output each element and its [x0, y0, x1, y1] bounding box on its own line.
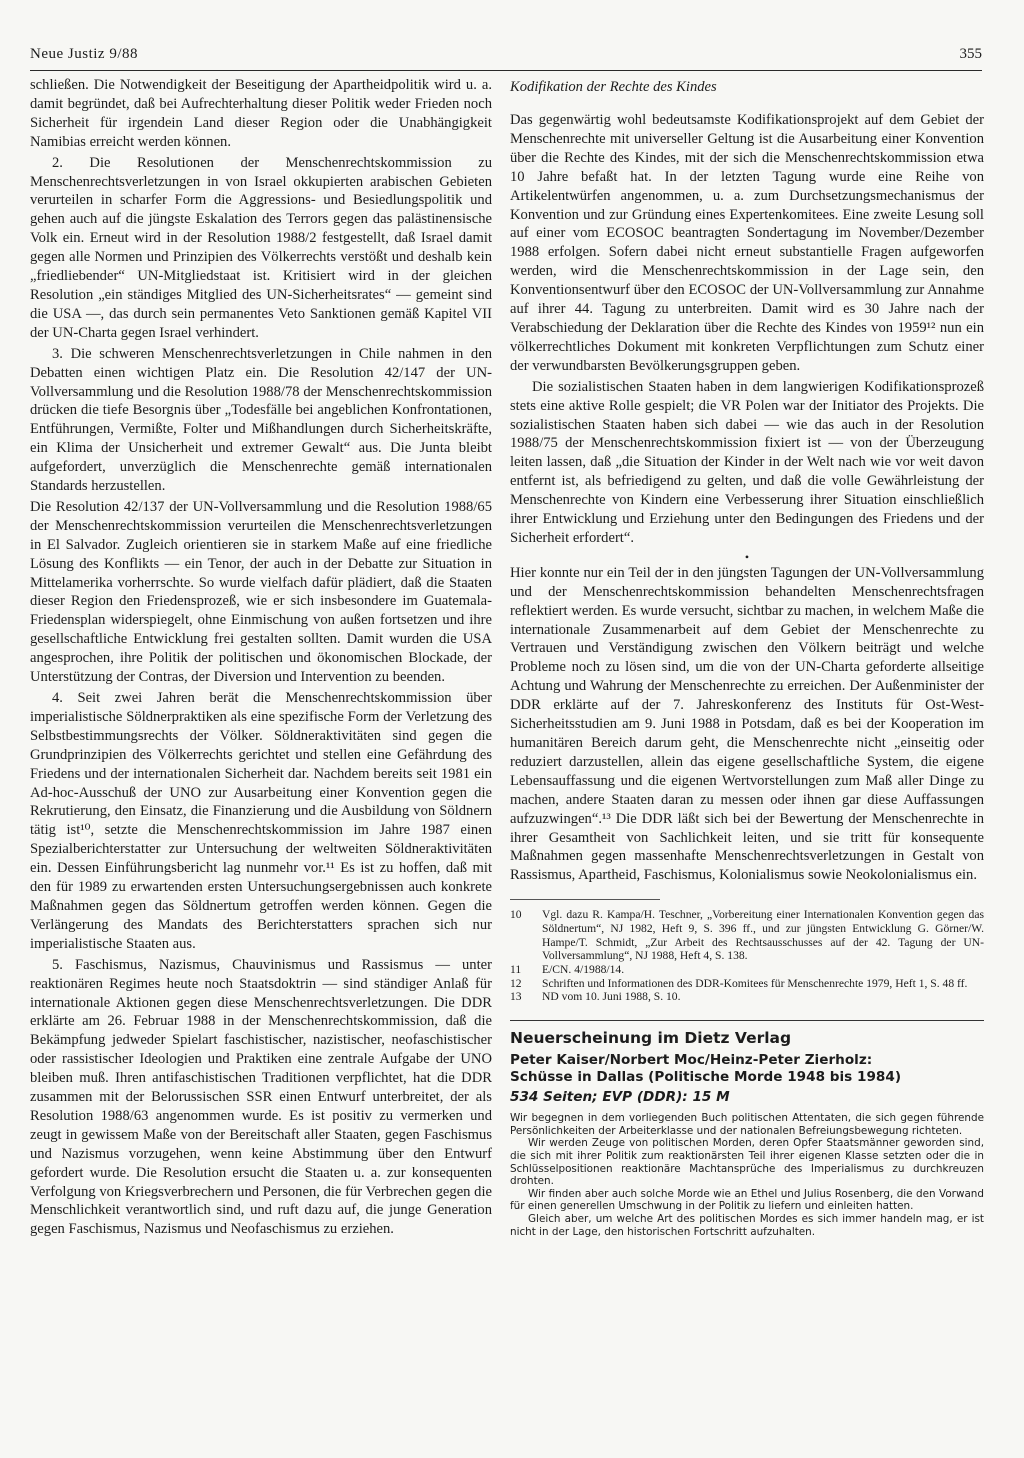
- footnote: [510, 977, 984, 991]
- advertisement-title: Neuerscheinung im Dietz Verlag: [510, 1029, 792, 1048]
- advertisement-paragraph: Wir begegnen in dem vorliegenden Buch politischen Attentaten, die sich gegen führende Persönlichkeiten der Arbeiterklasse und der nationalen Befreiungsbewegung richteten.: [510, 1112, 984, 1137]
- paragraph: 2. Die Resolutionen der Menschenrechtskommission zu Menschenrechtsverletzungen in von Israel okkupierten arabischen Gebieten verurteilen in scharfer Form die Aggressions- und Besiedlungspolitik und gehen auch auf die jüngste Eskalation des Terrors gegen das palästinensische Volk ein. Erneut wird in der Resolution 1988/2 festgestellt, daß Israel damit gegen alle Normen und Prinzipien des Völkerrechts verstößt und deshalb kein „friedliebender“ UN-Mitgliedstaat ist. Kritisiert wird in der gleichen Resolution „ein ständiges Mitglied des UN-Sicherheitsrates“ — gemeint sind die USA —, das durch sein permanentes Veto Sanktionen gemäß Kapitel VII der UN-Charta gegen Israel verhindert.: [30, 154, 492, 341]
- right-column: [510, 76, 984, 1238]
- left-column: [30, 76, 492, 1239]
- footnote-number: 10: [510, 908, 522, 922]
- footnote: [510, 990, 984, 1004]
- footnote-number: 11: [510, 963, 522, 977]
- footnotes: [510, 908, 984, 1004]
- advertisement-divider: [510, 1020, 984, 1021]
- book-authors: Peter Kaiser/Norbert Moc/Heinz-Peter Zierholz:: [510, 1052, 873, 1069]
- footnote-number: 13: [510, 990, 522, 1004]
- footnote-text: Schriften und Informationen des DDR-Komitees für Menschenrechte 1979, Heft 1, S. 48 ff.: [542, 976, 968, 990]
- footnote-divider: [510, 899, 660, 900]
- page-number: 355: [959, 46, 982, 62]
- page-header: [30, 46, 982, 71]
- footnote-text: ND vom 10. Juni 1988, S. 10.: [542, 990, 681, 1004]
- separator-mark: •: [744, 549, 750, 564]
- book-info: 534 Seiten; EVP (DDR): 15 M: [510, 1089, 730, 1106]
- advertisement-paragraph: Gleich aber, um welche Art des politischen Mordes es sich immer handeln mag, er ist nicht in der Lage, den historischen Fortschritt aufzuhalten.: [510, 1212, 984, 1238]
- paragraph: 3. Die schweren Menschenrechtsverletzungen in Chile nahmen in den Debatten einen wichtigen Platz ein. Die Resolution 42/147 der UN-Vollversammlung und die Resolution 1988/78 der Menschenrechtskommission drücken die tiefe Besorgnis über „Todesfälle bei angeblichen Konfrontationen, Entführungen, Vermißte, Folter und Mißhandlungen durch Sicherheitskräfte, ein Klima der Unsicherheit und extremer Gewalt“ aus. Die Junta bleibt aufgefordert, unverzüglich die Menschenrechte gemäß internationalen Standards herzustellen.: [30, 345, 492, 495]
- paragraph: Die sozialistischen Staaten haben in dem langwierigen Kodifikationsprozeß stets eine aktive Rolle gespielt; die VR Polen war der Initiator des Projekts. Die sozialistischen Staaten haben sich dabei — wie das auch in der Resolution 1988/75 der Menschenrechtskommission fixiert ist — von der Überzeugung leiten lassen, daß „die Situation der Kinder in der Welt nach wie vor weit davon entfernt ist, als befriedigend zu gelten, und daß die volle Gewährleistung der Menschenrechte von Kindern eine Verbesserung ihrer Situation einschließlich ihrer Entwicklung und Erziehung unter den Bedingungen des Friedens und der Sicherheit erfordert“.: [510, 378, 984, 546]
- footnote: [510, 963, 984, 977]
- paragraph: Die Resolution 42/137 der UN-Vollversammlung und die Resolution 1988/65 der Menschenrechtskommission verurteilen die Menschenrechtsverletzungen in El Salvador. Zugleich orientieren sie in starkem Maße auf eine friedliche Lösung des Konflikts — ein Tenor, der auch in der Debatte zur Situation in Mittelamerika vorherrschte. So wurde vielfach dafür plädiert, daß die Staaten dieser Region den Friedensprozeß, wie er sich insbesondere im Guatemala-Friedensplan widerspiegelt, ohne Einmischung von außen fortsetzen und ihre gesellschaftliche Entwicklung frei gestalten sollten. Damit wurden die USA angesprochen, ihre Politik der politischen und ökonomischen Blockade, der Unterstützung der Contras, der Diversion und Intervention zu beenden.: [30, 498, 492, 686]
- paragraph: Das gegenwärtig wohl bedeutsamste Kodifikationsprojekt auf dem Gebiet der Menschenrechte mit universeller Geltung ist die Ausarbeitung einer Konvention über die Rechte des Kindes, mit der sich die Menschenrechtskommission etwa 10 Jahre befaßt hat. In der letzten Tagung wurde eine Reihe von Artikelentwürfen angenommen, u. a. zum Durchsetzungsmechanismus der Konvention und zur Gründung eines Expertenkomitees. Eine zweite Lesung soll auf einer vom ECOSOC beantragten Sondertagung im November/Dezember 1988 erfolgen. Sofern dabei nicht erneut substantielle Fragen aufgeworfen werden, wird die Menschenrechtskommission in der Lage sein, den Konventionsentwurf über den ECOSOC der UN-Vollversammlung zur Annahme auf ihrer 44. Tagung zu unterbreiten. Damit wird es 30 Jahre nach der Verabschiedung der Deklaration über die Rechte des Kindes von 1959¹² nun ein völkerrechtliches Dokument mit konkreten Verpflichtungen zum Schutz einer der verwundbarsten Bevölkerungsgruppen geben.: [510, 112, 984, 374]
- advertisement-box: [510, 1029, 984, 1238]
- closing-paragraph: Hier konnte nur ein Teil der in den jüngsten Tagungen der UN-Vollversammlung und der Menschenrechtskommission behandelten Menschenrechtsfragen reflektiert werden. Es wurde versucht, sichtbar zu machen, in welchem Maße die internationale Zusammenarbeit auf dem Gebiet der Menschenrechte zu Vertrauen und Verständigung zwischen den Völkern beiträgt und welche Probleme noch zu lösen sind, um die von der UN-Charta geforderte allseitige Achtung und Wahrung der Menschenrechte zu erreichen. Der Außenminister der DDR erklärte auf der 7. Jahreskonferenz des Instituts für Ost-West-Sicherheitsstudien am 9. Juni 1988 in Potsdam, daß es bei der Kooperation im humanitären Bereich darum geht, die Menschenrechte nicht „einseitig oder reduziert darzustellen, allein das eigene gesellschaftliche System, die eigene Lebensauffassung und die eigenen Wertvorstellungen zum Maß aller Dinge zu machen, andere Staaten daran zu messen oder ihnen gar diese Auffassungen aufzuzwingen“.¹³ Die DDR läßt sich bei der Bewertung der Menschenrechte in ihrer Gesamtheit von Sachlichkeit leiten, und sie tritt für konsequente Maßnahmen gegen massenhafte Menschenrechtsverletzungen in Gestalt von Rassismus, Apartheid, Faschismus, Kolonialismus sowie Neokolonialismus ein.: [510, 564, 984, 884]
- footnote-text: E/CN. 4/1988/14.: [542, 963, 625, 977]
- journal-title: Neue Justiz 9/88: [30, 46, 138, 62]
- footnote-number: 12: [510, 976, 522, 990]
- advertisement-paragraph: Wir werden Zeuge von politischen Morden, deren Opfer Staatsmänner geworden sind, die sich mit ihrer Politik zum reaktionärsten Teil ihrer eigenen Klasse setzten oder die in Schlüsselpositionen reaktionäre Machtansprüche des Imperialismus zu durchkreuzen drohten.: [510, 1137, 984, 1188]
- book-title: Schüsse in Dallas (Politische Morde 1948 bis 1984): [510, 1069, 902, 1086]
- paragraph: 4. Seit zwei Jahren berät die Menschenrechtskommission über imperialistische Söldnerpraktiken als eine spezifische Form der Verletzung des Selbstbestimmungsrechts der Völker. Söldneraktivitäten sind gegen die Grundprinzipien des Völkerrechts gerichtet und stellen eine Gefährdung des Friedens und der internationalen Sicherheit dar. Nachdem bereits seit 1981 ein Ad-hoc-Ausschuß der UNO zur Ausarbeitung einer Konvention gegen die Rekrutierung, den Einsatz, die Finanzierung und die Ausbildung von Söldnern tätig ist¹⁰, setzte die Menschenrechtskommission im Jahre 1987 einen Spezialberichterstatter zur Untersuchung der weltweiten Söldneraktivitäten ein. Dessen Einführungsbericht lag nunmehr vor.¹¹ Es ist zu hoffen, daß mit den für 1989 zu erwartenden ersten Untersuchungsergebnissen auch konkrete Maßnahmen gegen das Söldnertum getroffen werden können. Gegen die Verlängerung des Mandats des Berichterstatters sprachen sich nur imperialistische Staaten aus.: [30, 690, 492, 952]
- paragraph: 5. Faschismus, Nazismus, Chauvinismus und Rassismus — unter reaktionären Regimes heute noch Staatsdoktrin — sind ständiger Anlaß für internationale Aktionen gegen diese Menschenrechtsverletzungen. Die DDR erklärte am 26. Februar 1988 in der Menschenrechtskommission, daß die Bekämpfung jedweder Spielart faschistischer, nazistischer, neofaschistischer oder rassistischer Ideologien und Praktiken eine zentrale Aufgabe der UNO bleiben muß. Ihren antifaschistischen Traditionen verpflichtet, hat die DDR zusammen mit der Belorussischen SSR einen Entwurf unterbreitet, der als Resolution 1988/63 angenommen wurde. Es ist positiv zu vermerken und zeugt in gewissem Maße von der Bereitschaft aller Staaten, gegen Faschismus und Nazismus vorzugehen, wenn keine Abstimmung über den Entwurf gefordert wurde. Die Resolution ersucht die Staaten u. a. zur konsequenten Verfolgung von Kriegsverbrechern und Personen, die für Verbrechen gegen die Menschlichkeit verantwortlich sind, und ruft dazu auf, die junge Generation gegen Faschismus, Nazismus und Neofaschismus zu erziehen.: [30, 956, 492, 1238]
- section-heading: Kodifikation der Rechte des Kindes: [510, 79, 717, 95]
- footnote-text: Vgl. dazu R. Kampa/H. Teschner, „Vorbereitung einer Internationalen Konvention gegen das Söldnertum“, NJ 1982, Heft 9, S. 396 ff., und zur jüngsten Entwicklung G. Görner/W. Hampe/T. Schmidt, „Zur Arbeit des Rechtsausschusses auf der 42. Tagung der UN-Vollversammlung“, NJ 1988, Heft 4, S. 138.: [542, 908, 984, 963]
- footnote: [510, 908, 984, 963]
- advertisement-paragraph: Wir finden aber auch solche Morde wie an Ethel und Julius Rosenberg, die den Vorwand für einen generellen Umschwung in der Politik zu liefern und einleiten hatten.: [510, 1187, 984, 1213]
- paragraph: schließen. Die Notwendigkeit der Beseitigung der Apartheidpolitik wird u. a. damit begründet, daß bei Aufrechterhaltung dieser Politik weder Frieden noch Sicherheit für irgendein Land dieser Region oder die Unabhängigkeit Namibias erreicht werden können.: [30, 77, 492, 150]
